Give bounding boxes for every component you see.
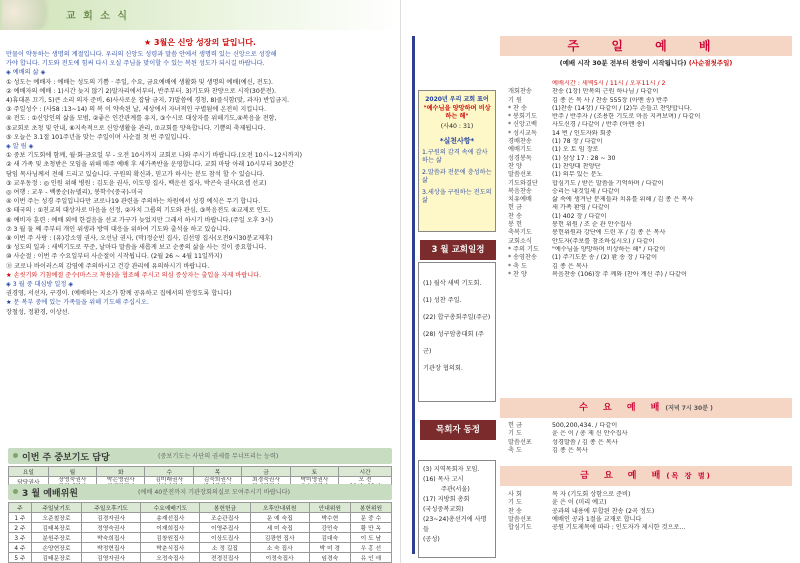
table-cell: 박 미 경 [309,543,350,553]
table-cell: 박은영권사 [97,477,145,491]
day-header: 금 [242,467,290,477]
news-line: ◈ 예배의 삶 ◈ [6,69,46,77]
order-label: 사 회 [508,491,522,498]
order-value: (1) 78 장 / 다같이 [552,138,603,146]
pastor-item: (16) 목사 고시 [423,476,464,483]
prayer-section-bar [8,448,392,464]
table-cell: 장영숙권사 [48,477,96,491]
prayer-subheading: (중보기도는 사단의 권세를 무너뜨리는 능력) [158,453,279,460]
table-cell: 1 주 [9,513,32,523]
wednesday-note: (저녁 7시 30분 ) [665,405,713,412]
bulletin-header [0,0,400,30]
order-label: * 주의 기도 [508,245,539,253]
news-title: ★ 3월은 신앙 성장의 달입니다. [144,38,256,47]
order-label: 찬 송 [508,507,522,515]
table-cell: 김경자권사 [82,513,141,523]
news-line: ⑪ 코로나 바이러스의 감염에 주의하시고 건강 관리에 유의하시기 바랍니다. [6,262,210,270]
order-label: 찬 양 [508,162,522,170]
order-value: 성경말씀 / 김 종 은 목사 [552,438,618,446]
day-header: 요일 [9,467,49,477]
order-row [508,113,792,121]
order-row [508,88,792,96]
table-cell: 전경진집사 [200,553,250,563]
order-row [508,213,792,221]
order-row [508,130,792,138]
order-value: 반주 / 반주자 / (조용한 기도로 마음 지켜보며) / 다같이 [552,113,701,121]
order-value: 공과의 내용에 부합된 찬송 (2곡 정도) [552,507,655,515]
table-cell: 소 숙 집사 [250,543,309,553]
table-cell: 임경숙 [309,553,350,563]
sunday-order [508,80,792,279]
day-header: 월 [48,467,96,477]
wednesday-banner [500,398,792,418]
table-cell: 이 도 남 [350,533,391,543]
table-cell: 박정현집사 [82,543,141,553]
order-label: 예배기도 [508,146,532,154]
motto-title: 2020년 우리 교회 표어 [425,96,489,103]
table-cell: 4 주 [9,543,32,553]
column-header: 봉헌위원 [350,503,391,513]
order-row [508,180,792,188]
table-cell: 김미래권사 [145,477,193,491]
order-row [508,507,792,515]
table-cell: 김숙희권사 [193,477,241,491]
header-title: 교 회 소 식 [66,11,130,22]
table-cell: 3 주 [9,533,32,543]
news-line: ◈ 3 월 중 대심방 일정 ◈ [6,281,74,289]
table-cell: 박춘식집사 [141,543,200,553]
table-cell: 김태문장로 [31,553,81,563]
order-value: (1) 402 장 / 다같이 [552,212,607,220]
church-news [6,38,394,317]
table-cell: 김광현 집사 [250,533,309,543]
order-value: 김 종 은 목사 [552,262,588,270]
order-value: 예배인 공과 1절을 교재로 합니다 [552,515,642,523]
order-label: * 봉회기도 [508,113,537,121]
schedule-item: (1) 성찬 주일. [423,297,462,304]
table-cell: 김창원집사 [141,533,200,543]
practice-list [422,149,492,205]
news-line: ① 중보 기도회에 함께, 월·화·금요일 부 - 오전 10시까지 교회로 나와 주시기 바랍니다.(오전 10시~12시까지) [6,152,302,160]
column-header: 안내위원 [309,503,350,513]
order-value: 봉헌위원과 강단에 드린 후 / 김 종 은 목사 [552,229,666,237]
table-cell: 오준철장로 [31,513,81,523]
order-row [508,263,792,271]
table-row [9,533,392,543]
pastor-item: (23~24)총선거에 사명들 [423,516,487,533]
order-row [508,146,792,154]
wednesday-title: 수 요 예 배 [579,403,666,413]
worship-subheading: (예배 40분전까지 기관장회의실로 모여주시기 바랍니다) [138,489,291,496]
sunday-title: 주 일 예 배 [500,36,792,56]
order-label: 치유예배 [508,196,532,204]
order-label: 헌 금 [508,422,522,429]
sunday-note-wrap [500,58,792,67]
order-value: 찬송 (1장) 만복의 근원 하나님 / 다같이 [552,88,659,96]
bullet-icon [13,453,18,458]
order-value: (1) 찬양대 찬양단 [552,162,601,170]
motto-quote: "예수님을 양망하며 비상하는 해" [423,105,491,120]
table-cell: 분원주장로 [31,533,81,543]
news-line: ⑦ 3 월 둘 째 주부터 개인 위생과 방역 대응을 위하여 기도와 출석을 하고 있습니다. [6,225,231,233]
schedule-item: (1) 월삭 새벽 기도회. [423,280,482,287]
table-cell: 손양현장로 [31,543,81,553]
table-cell: 이재희집사 [141,523,200,533]
order-label: 복음찬송 [508,187,532,195]
order-label: 말씀선포 [508,515,532,523]
order-value: 봉헌 위원 / 조 순 관 안수집사 [552,221,632,229]
column-header: 봉헌헌금 [200,503,250,513]
order-value: 새 가족 환영 / 다같이 [552,204,610,212]
news-line: ⑩ 사순절 : 이번 주 수요일부터 사순절이 시작됩니다. (2월 26 ~ 4월 11일까지) [6,253,223,261]
order-row [508,105,792,113]
news-line: ① 성도는 예배자 : 예배는 성도의 기쁨 · 주일, 수요, 금요예배에 생활화 및 생명의 예배(예신, 전도). [6,78,273,86]
order-row [508,155,792,163]
order-label: 봉 헌 [508,221,522,229]
table-cell: 소 정 길집 [200,543,250,553]
table-cell: 박숙희집사 [82,533,141,543]
order-label: * 축 도 [508,262,527,270]
pastor-item: (3) 지역목회자 모임. [423,466,480,473]
order-value: 예배시간 : 새벽5시 / 11시 / 오후11시 / 2 [552,80,666,87]
sunday-note2: (사순절첫주일) [688,59,733,67]
worship-heading: 3 월 예배위원 [22,489,78,499]
table-cell: 이영주집사 [200,523,250,533]
news-line: ② 새 가족 및 초청받은 모임을 위해 매주 예배 후 새가족반을 운영합니다. 교회 마당 아래 10시부터 30분간 [6,161,294,169]
wednesday-order [508,422,792,455]
order-value: 윤 은 이 (미리 예고) [552,499,607,507]
order-value: 승리는 내것일세 / 다같이 [552,187,620,195]
order-row [508,138,792,146]
visit-line: 권경영, 서선자, 구경이. (예배하는 지소가 함께 공유하고 집에서의 안정도록 합니다) [6,290,232,298]
order-label: 축 도 [508,446,522,454]
order-row [508,490,792,498]
visit-line: 장철성, 정환경, 이상선. [6,308,70,316]
schedule-item: (28) 성구암총대회 (주군) [423,331,484,355]
table-cell: 황 만 옥 [350,523,391,533]
news-line: ⑥ 예비자 훈련 : 예배 외에 한걸음을 선교 가구가 늦었지만 그래서 하시기 바랍니다.(주일 오후 3시) [6,216,274,224]
intro-line: 만물이 약동하는 생명의 계절입니다. 우리의 신앙도 성령과 말씀 안에서 생명력 있는 신앙으로 성장해 [6,51,277,58]
order-row [508,254,792,262]
order-value: 14 번 / 인도자와 회중 [552,129,612,137]
news-line: ◎ 여행 : 교우 - 백종순(뉴델리), 봉학수(중국)-미국 [6,189,143,197]
table-cell: 오정숙집사 [141,553,200,563]
order-row [508,447,792,455]
news-line: ⑤ 오늘은 3.1절 101주년을 맞는 주일이며 사순절 첫 번 주일입니다. [6,133,191,141]
worship-table [8,502,392,563]
sunday-note: (예배 시작 30분 전부터 찬양이 시작됩니다) [559,59,687,67]
friday-note: (목 장 별) [666,472,712,480]
order-row [508,498,792,506]
news-line: ⑤교회로 초청 및 안내, ⑥지속적으로 신앙생활을 관리, ⑦교회를 양육합니다. 기쁨의 축제됩니다. [6,124,266,132]
pastor-list [418,460,496,558]
column-header: 주일낮기도 [31,503,81,513]
practice-item: 3.세상을 구원하는 전도의 삶 [422,189,492,204]
day-header: 목 [193,467,241,477]
order-value: (1) 의무 있는 분노 [552,171,603,179]
order-label: 기 도 [508,499,522,507]
page-divider [400,0,401,563]
order-row [508,196,792,204]
table-row [9,523,392,533]
table-cell: 최경숙권사 [242,477,290,491]
order-label: 기 원 [508,96,522,104]
order-value: 김 종 은 목 사 / 찬송 555장 (아멘 송) 반주 [552,96,669,104]
order-value: 합심기도 / 받은 말씀을 기억하며 / 다같이 [552,179,664,187]
order-value: 김 종 은 목사 [552,446,588,454]
friday-title: 금 요 예 배 [580,471,667,481]
order-row [508,238,792,246]
pastor-item: (공성) [423,536,440,543]
news-line: ⑤ 태국의 : ①친교의 대상자로 마음을 선정, ②자치 그룹의 기도와 관심, ③복음전도 ④교제로 인도. [6,207,271,215]
news-line: ④ 전도 : ①신앙인의 삶을 모범, ②좋은 인간관계를 유지, ③수시로 대상자를 위해기도,④복음을 전함, [6,115,277,123]
order-row [508,515,792,523]
news-line: ③ 주일성수 : (사58 :13~14) 의 복 이 약속된 날, 세상에서 자녀적인 구별됨에 온전히 지킵니다. [6,106,267,114]
practice-title: *실천사항* [439,137,475,145]
table-row [9,553,392,563]
order-row [508,430,792,438]
pastor-item: 주관(서울) [441,486,470,493]
order-label: 말씀선포 [508,438,532,446]
day-header: 수 [145,467,193,477]
news-line: ◈ 알 림 ◈ [6,143,34,151]
order-label: 말씀선포 [508,171,532,179]
order-label: 헌 금 [508,204,522,212]
day-header: 토 [290,467,338,477]
table-cell: 유 인 애 [350,553,391,563]
order-row [508,80,792,88]
order-value: 목 자 (기도회 상함으로 준비) [552,491,631,498]
table-cell: 이정숙집사 [250,553,309,563]
order-label: * 찬 송 [508,104,527,112]
order-row [508,188,792,196]
friday-banner [500,466,792,486]
order-row [508,171,792,179]
order-row [508,97,792,105]
order-value: (1) 오 토 임 장로 [552,146,599,154]
column-header: 주 [9,503,32,513]
column-header: 수요예배기도 [141,503,200,513]
day-header: 시간 [339,467,392,477]
friday-order [508,490,792,531]
order-value: 복음찬송 (106)장 주 께와 (찬아 계신 주) / 다같이 [552,270,687,278]
schedule-item: 기관장 협의회. [423,365,463,372]
order-label: 찬 송 [508,212,522,220]
table-cell: 운 예 숙집 [250,513,309,523]
pastor-item: (17) 지방회 총회 [423,496,470,503]
order-row [508,163,792,171]
order-label: 개회찬송 [508,88,532,96]
news-line: 4)휴대폰 끄기, 5)큰 소리 의자 준비, 6)사사로운 잡담 금지, 7)말씀에 경청, 8)즐식함(맞, 과자) 반입금지. [6,97,290,105]
news-line: ② 예배자의 예배 : 1)시간 늦지 않기 2)말자리에서부터, 반주부터. 3)기도와 찬양으로 시작(30분전). [6,87,277,95]
schedule-title: 3 월 교회일정 [420,240,496,260]
order-value: (1) 삼상 17 : 28 ~ 30 [552,154,616,162]
motto-ref: (사40 : 31) [440,123,474,130]
prayer-heading: 이번 주 중보기도 담당 [22,453,110,463]
order-label: 기 도 [508,430,522,438]
schedule-list [418,262,496,402]
table-cell: 김대숙 [309,533,350,543]
order-row [508,523,792,531]
news-line: ⑧ 이번 주 사랑 : (유)강소영 권사, 오선남 권사, (막)정순빈 집사, 김선영 집사(오전9시30분교제후) [6,235,273,243]
order-row [508,229,792,237]
news-line: ⑨ 성도의 일과 : 새벽기도로 꾸준, 날마다 말씀을 새롭게 보고 순종의 삶을 사는 것이 중요합니다. [6,244,267,252]
practice-item: 2.말씀과 전문에 충성하는 삶 [422,169,492,184]
order-value: 500,200,434. / 다같이 [552,422,618,429]
order-label: 교회소식 [508,237,532,245]
table-cell: 5 주 [9,553,32,563]
order-label: 성경봉독 [508,154,532,162]
side-accent-bar [412,36,415,554]
table-cell: 오 전 [339,477,392,491]
order-row [508,246,792,254]
order-label: * 찬 양 [508,270,527,278]
order-label: * 성시교독 [508,129,537,137]
table-cell: 문 중 수 [350,513,391,523]
pastor-title: 목회자 동정 [420,420,496,440]
day-header: 화 [97,467,145,477]
order-value: "예수님을 양망하며 비상하는 해" / 다같이 [552,245,666,253]
order-label: 경배찬송 [508,138,532,146]
table-cell: 박수현 [309,513,350,523]
order-value: (1)찬송 (14장) / 다같이 / (2)두 손들고 찬양합니다. [552,104,692,112]
visit-line: ★ 문 복부 중에 있는 가족들을 위해 기도해 주십시오. [6,299,149,307]
pastor-item: (국성중복교회) [423,506,464,513]
order-label: 축복기도 [508,229,532,237]
bullet-icon [13,489,18,494]
table-row [9,543,392,553]
hand-image [2,0,62,30]
order-label: * 송영찬송 [508,254,537,262]
order-row [508,271,792,279]
order-value: 공원 기도제목에 따라 : 인도자가 제시한 것으로... [552,524,686,532]
order-value: 사도신경 / 다같이 / 반주 (아멘 송) [552,121,645,129]
table-row [9,513,392,523]
worship-section-bar [8,484,392,500]
table-cell: 우 홍 선 [350,543,391,553]
table-cell: 송재선집사 [141,513,200,523]
order-label: 합심기도 [508,524,532,532]
news-line: ④ 이번 주는 성경 주일입니다만 코로나19 관련을 주의하는 차원에서 성경 예식은 무기 합니다. [6,198,261,206]
order-value: 삶 속에 생겨난 문제들과 치유를 위해 / 김 종 은 목사 [552,196,694,204]
table-cell: 김태복장로 [31,523,81,533]
practice-item: 1.구원의 감격 속에 감사하는 삶 [422,149,488,164]
order-row [508,439,792,447]
intro-line: 가야 합니다. 기도와 전도에 힘써 다시 오실 주님을 맞이할 수 있는 복된 성도가 되시길 바랍니다. [6,60,265,68]
schedule-item: (22) 합구총회주일(주군) [423,314,491,321]
order-value: (1) 주기도문 송 / (2) 환 송 장 / 다같이 [552,254,658,262]
order-row [508,221,792,229]
column-header: 주일오후기도 [82,503,141,513]
news-line: 담임 목사님께서 전해 드리고 있습니다. 구원의 확신과, 믿고가 하시는 분도 참석 할 수 있습니다. [6,170,265,178]
table-cell: 강민숙 [309,523,350,533]
table-cell: 조순관집사 [200,513,250,523]
table-cell: 김영자권사 [82,553,141,563]
news-line: ③ 교우동정 : ◎ 인원 위해 병원 : 김도윤 권사, 이도영 집사, 백운선 집사, 박곤숙 권사(요셉 선교) [6,179,267,187]
column-header: 오후안내위원 [250,503,309,513]
order-row [508,121,792,129]
order-label: 기도와결단 [508,179,538,187]
order-value: 안도자(주보를 참조하십시오) / 다같이 [552,237,655,245]
order-value: 윤 은 이 / 총 제 신 안수집사 [552,430,628,438]
table-cell: 이상도집사 [200,533,250,543]
news-line: ★ 손씻기와 기침예절 준수(마스크 착용)을 협조해 주시고 의심 증상자는 출입을 자제 바랍니다. [6,271,262,279]
order-row [508,422,792,430]
order-label: * 신앙고백 [508,121,537,129]
motto-box [418,90,496,232]
table-cell: 박미영권사 [290,477,338,491]
order-row [508,204,792,212]
table-cell: 세 미 숙집 [250,523,309,533]
table-cell: 2 주 [9,523,32,533]
table-cell: 정영숙권사 [82,523,141,533]
